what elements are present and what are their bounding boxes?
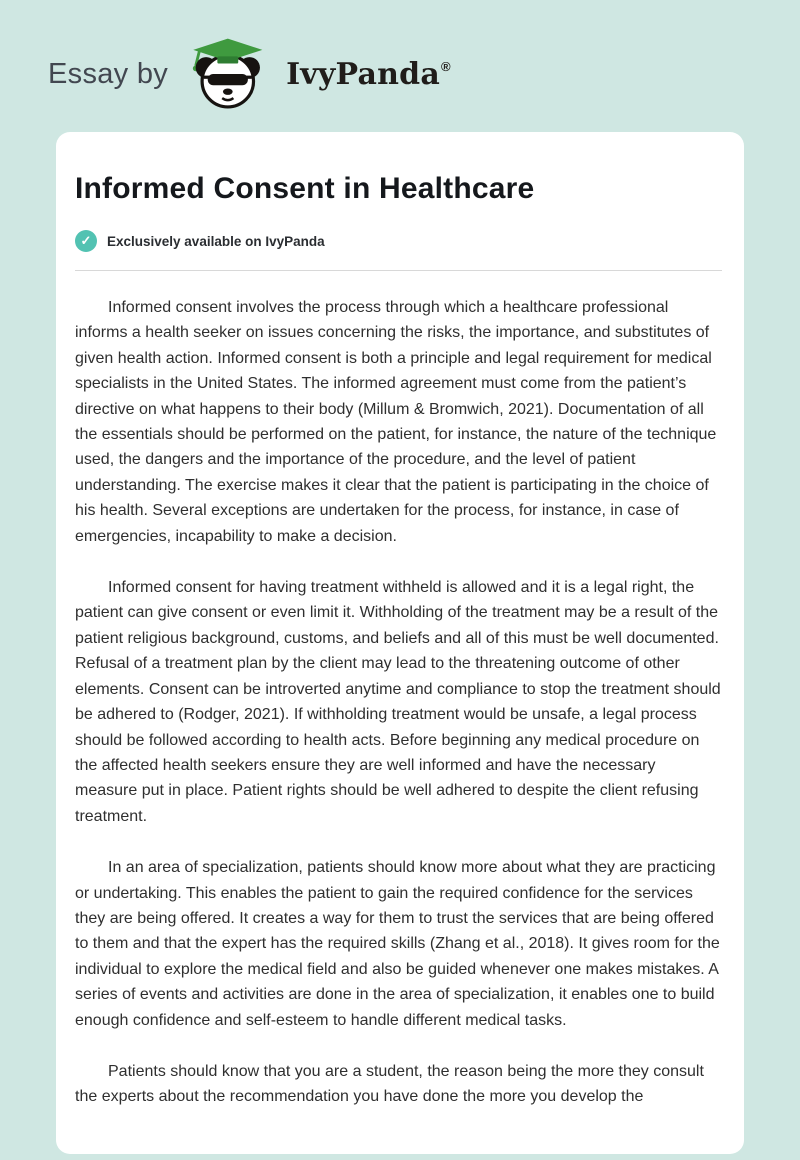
essay-body bbox=[75, 295, 722, 1110]
check-icon: ✓ bbox=[75, 230, 97, 252]
registered-mark: ® bbox=[440, 58, 451, 74]
availability-label: Exclusively available on IvyPanda bbox=[107, 233, 325, 249]
essay-paragraph: Patients should know that you are a student, the reason being the more they consult the experts about the recommendation you have done the more you develop the bbox=[75, 1062, 704, 1106]
divider bbox=[75, 270, 722, 271]
page-title: Informed Consent in Healthcare bbox=[75, 172, 535, 205]
brand-name: IvyPanda bbox=[286, 56, 440, 92]
essay-card bbox=[56, 132, 744, 1154]
essay-by-label: Essay by bbox=[48, 57, 169, 90]
essay-paragraph: In an area of specialization, patients should know more about what they are practicing or undertaking. This enables the patient to gain the required confidence for the services they are being offered. It creates a way for them to trust the services that are being offered to them and that the expert has the required skills (Zhang et al., 2018). It gives room for the individual to explore the medical field and also be guided whenever one makes mistakes. A series of events and activities are done in the area of specialization, it enables one to build enough confidence and self-esteem to handle different medical tasks. bbox=[75, 859, 720, 1029]
panda-logo-icon bbox=[182, 37, 272, 111]
page-header bbox=[0, 0, 800, 112]
essay-paragraph: Informed consent involves the process through which a healthcare professional informs a health seeker on issues concerning the risks, the importance, and substitutes of given health action. Informed consent is both a principle and legal requirement for medical specialists in the United States. The informed agreement must come from the patient’s directive on what happens to their body (Millum & Bromwich, 2021). Documentation of all the essentials should be performed on the patient, for instance, the nature of the technique used, the dangers and the importance of the procedure, and the level of patient understanding. The exercise makes it clear that the patient is participating in the choice of his health. Several exceptions are undertaken for the process, for instance, in case of emergencies, incapability to make a decision. bbox=[75, 299, 717, 545]
availability-badge bbox=[75, 230, 722, 252]
essay-paragraph: Informed consent for having treatment withheld is allowed and it is a legal right, the patient can give consent or even limit it. Withholding of the treatment may be a result of the patient religious background, customs, and beliefs and all of this must be well documented. Refusal of a treatment plan by the client may lead to the threatening outcome of other elements. Consent can be introverted anytime and compliance to stop the treatment should be adhered to (Rodger, 2021). If withholding treatment would be unsafe, a legal process should be followed according to health acts. Before beginning any medical procedure on the affected health seekers ensure they are well informed and have the necessary measure put in place. Patient rights should be well adhered to despite the client refusing treatment. bbox=[75, 579, 721, 825]
brand-wordmark bbox=[286, 57, 451, 92]
